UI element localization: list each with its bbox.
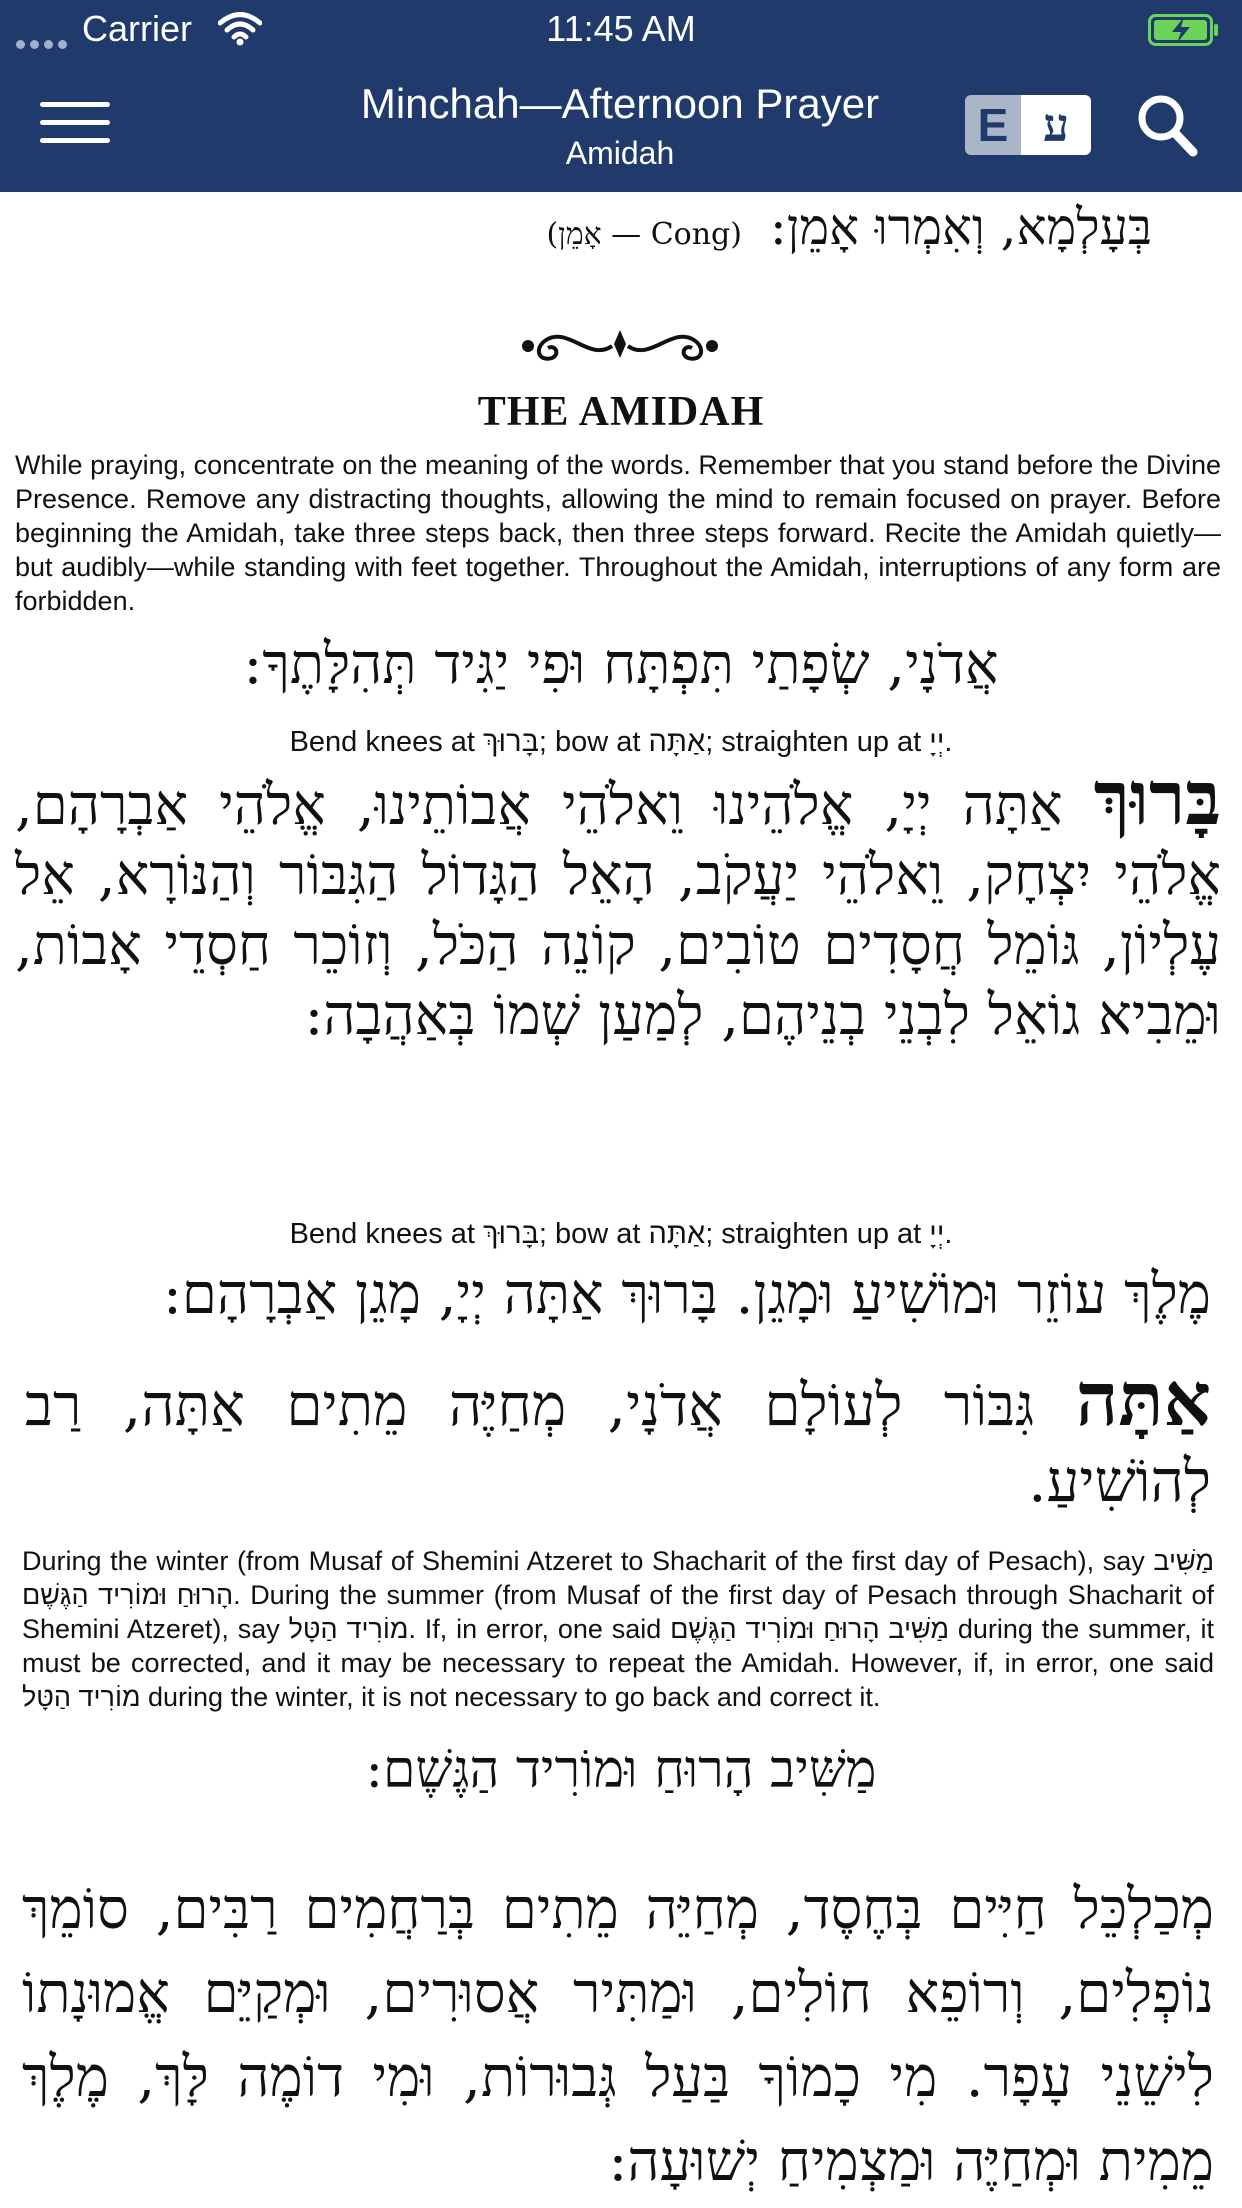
gevurot-first-word: אַתָּה (1075, 1357, 1212, 1443)
ornament-divider-icon (520, 322, 720, 368)
battery-icon (1148, 14, 1220, 46)
gevurot-blessing (25, 1357, 1212, 1519)
status-bar (0, 0, 1242, 60)
prayer-content[interactable] (0, 192, 1242, 2208)
nav-subtitle: Amidah (565, 135, 675, 171)
carrier-label: Carrier (82, 8, 193, 49)
avot-closing: מֶלֶךְ עוֹזֵר וּמוֹשִׁיעַ וּמָגֵן. בָּרוּךְ אַתָּה יְיָ, מָגֵן אַבְרָהָם: (163, 1262, 1211, 1327)
top-bar (0, 0, 1242, 192)
congregation-response: (Cong — אָמֵן) (546, 217, 742, 252)
nav-title: Minchah—Afternoon Prayer (360, 80, 880, 127)
language-toggle[interactable] (965, 95, 1091, 155)
kaddish-ending-line (546, 198, 1152, 256)
bend-instruction-1: Bend knees at בָּרוּךְ; bow at אַתָּה; straighten up at יְיָ. (289, 726, 953, 758)
search-icon[interactable] (1135, 92, 1199, 158)
mashiv-haruach-line: מַשִּׁיב הָרוּחַ וּמוֹרִיד הַגֶּשֶׁם: (365, 1740, 877, 1800)
avot-blessing (15, 756, 1221, 1051)
kaddish-ending-text: בְּעָלְמָא, וְאִמְרוּ אָמֵן: (769, 198, 1152, 256)
avot-text: אַתָּה יְיָ, אֱלֹהֵינוּ וֵאלֹהֵי אֲבוֹתֵינוּ, אֱלֹהֵי אַבְרָהָם, אֱלֹהֵי יִצְחָק, וֵאלֹהֵי יַעֲקֹב, הָאֵל הַגָּדוֹל הַגִּבּוֹר וְהַנּוֹרָא, אֵל עֶלְיוֹן, גּוֹמֵל חֲסָדִים טוֹבִים, קוֹנֵה הַכֹּל, וְזוֹכֵר חַסְדֵי אָבוֹת, וּמֵבִיא גוֹאֵל לִבְנֵי בְנֵיהֶם, לְמַעַן שְׁמוֹ בְּאַהֲבָה: (15, 773, 1221, 1048)
amidah-instructions: While praying, concentrate on the meaning of the words. Remember that you stand before the Divine Presence. Remove any distracting thoughts, allowing the mind to remain focused on prayer. Before beginning the Amidah, take three steps back, then three steps forward. Recite the Amidah quietly—but audibly—while standing with feet together. Throughout the Amidah, interruptions of any form are forbidden. (15, 450, 1221, 616)
gevurot-text: גִּבּוֹר לְעוֹלָם אֲדֹנָי, מְחַיֶּה מֵתִים אַתָּה, רַב לְהוֹשִׁיעַ. (25, 1371, 1211, 1515)
english-toggle-button[interactable]: E (965, 95, 1021, 155)
seasonal-instructions: During the winter (from Musaf of Shemini Atzeret to Shacharit of the first day of Pesach), say מַשִּׁיב הָרוּחַ וּמוֹרִיד הַגֶּשֶׁם. During the summer (from Musaf of the first day of Pesach through Shacharit of Shemini Atzeret), say מוֹרִיד הַטָּל. If, in error, one said מַשִּׁיב הָרוּחַ וּמוֹרִיד הַגֶּשֶׁם during the summer, it must be corrected, and it may be necessary to repeat the Amidah. However, if, in error, one said מוֹרִיד הַטָּל during the winter, it is not necessary to go back and correct it. (22, 1546, 1215, 1712)
hebrew-toggle-button[interactable]: ע (1021, 95, 1091, 155)
section-title: THE AMIDAH (477, 389, 765, 435)
bend-instruction-2: Bend knees at בָּרוּךְ; bow at אַתָּה; straighten up at יְיָ. (289, 1218, 953, 1250)
opening-verse: אֲדֹנָי, שְׂפָתַי תִּפְתָּח וּפִי יַגִּיד תְּהִלָּתֶךָ: (243, 632, 999, 697)
avot-first-word: בָּרוּךְ (1093, 756, 1221, 842)
hamburger-menu-icon[interactable] (40, 102, 110, 152)
clock: 11:45 AM (546, 8, 696, 49)
mechalkel-paragraph: מְכַלְכֵּל חַיִּים בְּחֶסֶד, מְחַיֵּה מֵתִים בְּרַחֲמִים רַבִּים, סוֹמֵךְ נוֹפְלִים, וְרוֹפֵא חוֹלִים, וּמַתִּיר אֲסוּרִים, וּמְקַיֵּם אֱמוּנָתוֹ לִישֵׁנֵי עָפָר. מִי כָמוֹךָ בַּעַל גְּבוּרוֹת, וּמִי דוֹמֶה לָּךְ, מֶלֶךְ מֵמִית וּמְחַיֶּה וּמַצְמִיחַ יְשׁוּעָה: (22, 1877, 1214, 2194)
